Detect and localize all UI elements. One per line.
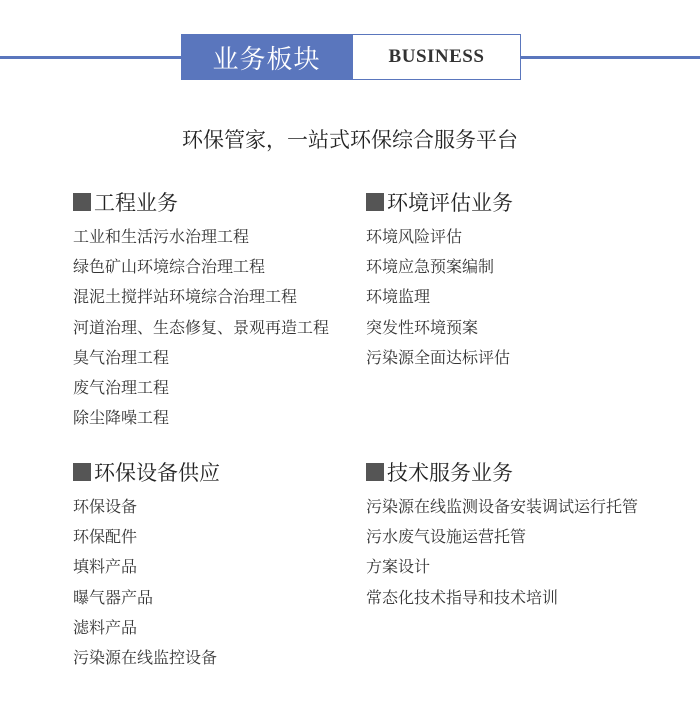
list-item: 环境监理	[366, 287, 431, 307]
list-item: 突发性环境预案	[366, 317, 479, 337]
list-item: 污水废气设施运营托管	[366, 527, 527, 547]
list-item: 环保设备	[73, 497, 138, 516]
list-item: 绿色矿山环境综合治理工程	[73, 257, 266, 277]
list-item: 环境应急预案编制	[366, 257, 495, 277]
section-list	[73, 492, 220, 673]
square-bullet-icon	[366, 193, 384, 211]
square-bullet-icon	[73, 463, 91, 481]
list-item: 除尘降噪工程	[73, 408, 170, 428]
list-item: 填料产品	[73, 557, 138, 577]
section-title-text: 环境评估业务	[387, 191, 513, 215]
section-title	[73, 457, 220, 487]
list-item: 环境风险评估	[366, 227, 463, 246]
section-list	[73, 222, 329, 433]
list-item: 工业和生活污水治理工程	[73, 227, 250, 246]
list-item: 环保配件	[73, 527, 138, 547]
section-title	[366, 457, 638, 487]
page-subtitle: 环保管家，一站式环保综合服务平台	[182, 128, 518, 152]
section-engineering	[73, 187, 329, 433]
list-item: 曝气器产品	[73, 587, 154, 607]
header-title-en: BUSINESS	[352, 34, 521, 80]
list-item: 混泥土搅拌站环境综合治理工程	[73, 287, 298, 307]
section-title	[73, 187, 329, 217]
section-list	[366, 492, 638, 613]
section-title-text: 工程业务	[94, 191, 178, 215]
section-title	[366, 187, 513, 217]
list-item: 常态化技术指导和技术培训	[366, 587, 559, 607]
section-environment-assessment	[366, 187, 513, 373]
list-item: 臭气治理工程	[73, 347, 170, 367]
header-title-cn: 业务板块	[181, 34, 352, 80]
list-item: 污染源在线监控设备	[73, 647, 218, 667]
list-item: 污染源在线监测设备安装调试运行托管	[366, 497, 639, 516]
section-technical-service	[366, 457, 638, 613]
section-equipment-supply	[73, 457, 220, 673]
list-item: 废气治理工程	[73, 377, 170, 397]
list-item: 方案设计	[366, 557, 431, 577]
square-bullet-icon	[366, 463, 384, 481]
list-item: 滤料产品	[73, 617, 138, 637]
section-list	[366, 222, 513, 373]
section-title-text: 技术服务业务	[387, 461, 513, 485]
list-item: 污染源全面达标评估	[366, 347, 511, 367]
square-bullet-icon	[73, 193, 91, 211]
section-title-text: 环保设备供应	[94, 461, 220, 485]
list-item: 河道治理、生态修复、景观再造工程	[73, 317, 330, 337]
section-header-badge	[181, 34, 521, 80]
